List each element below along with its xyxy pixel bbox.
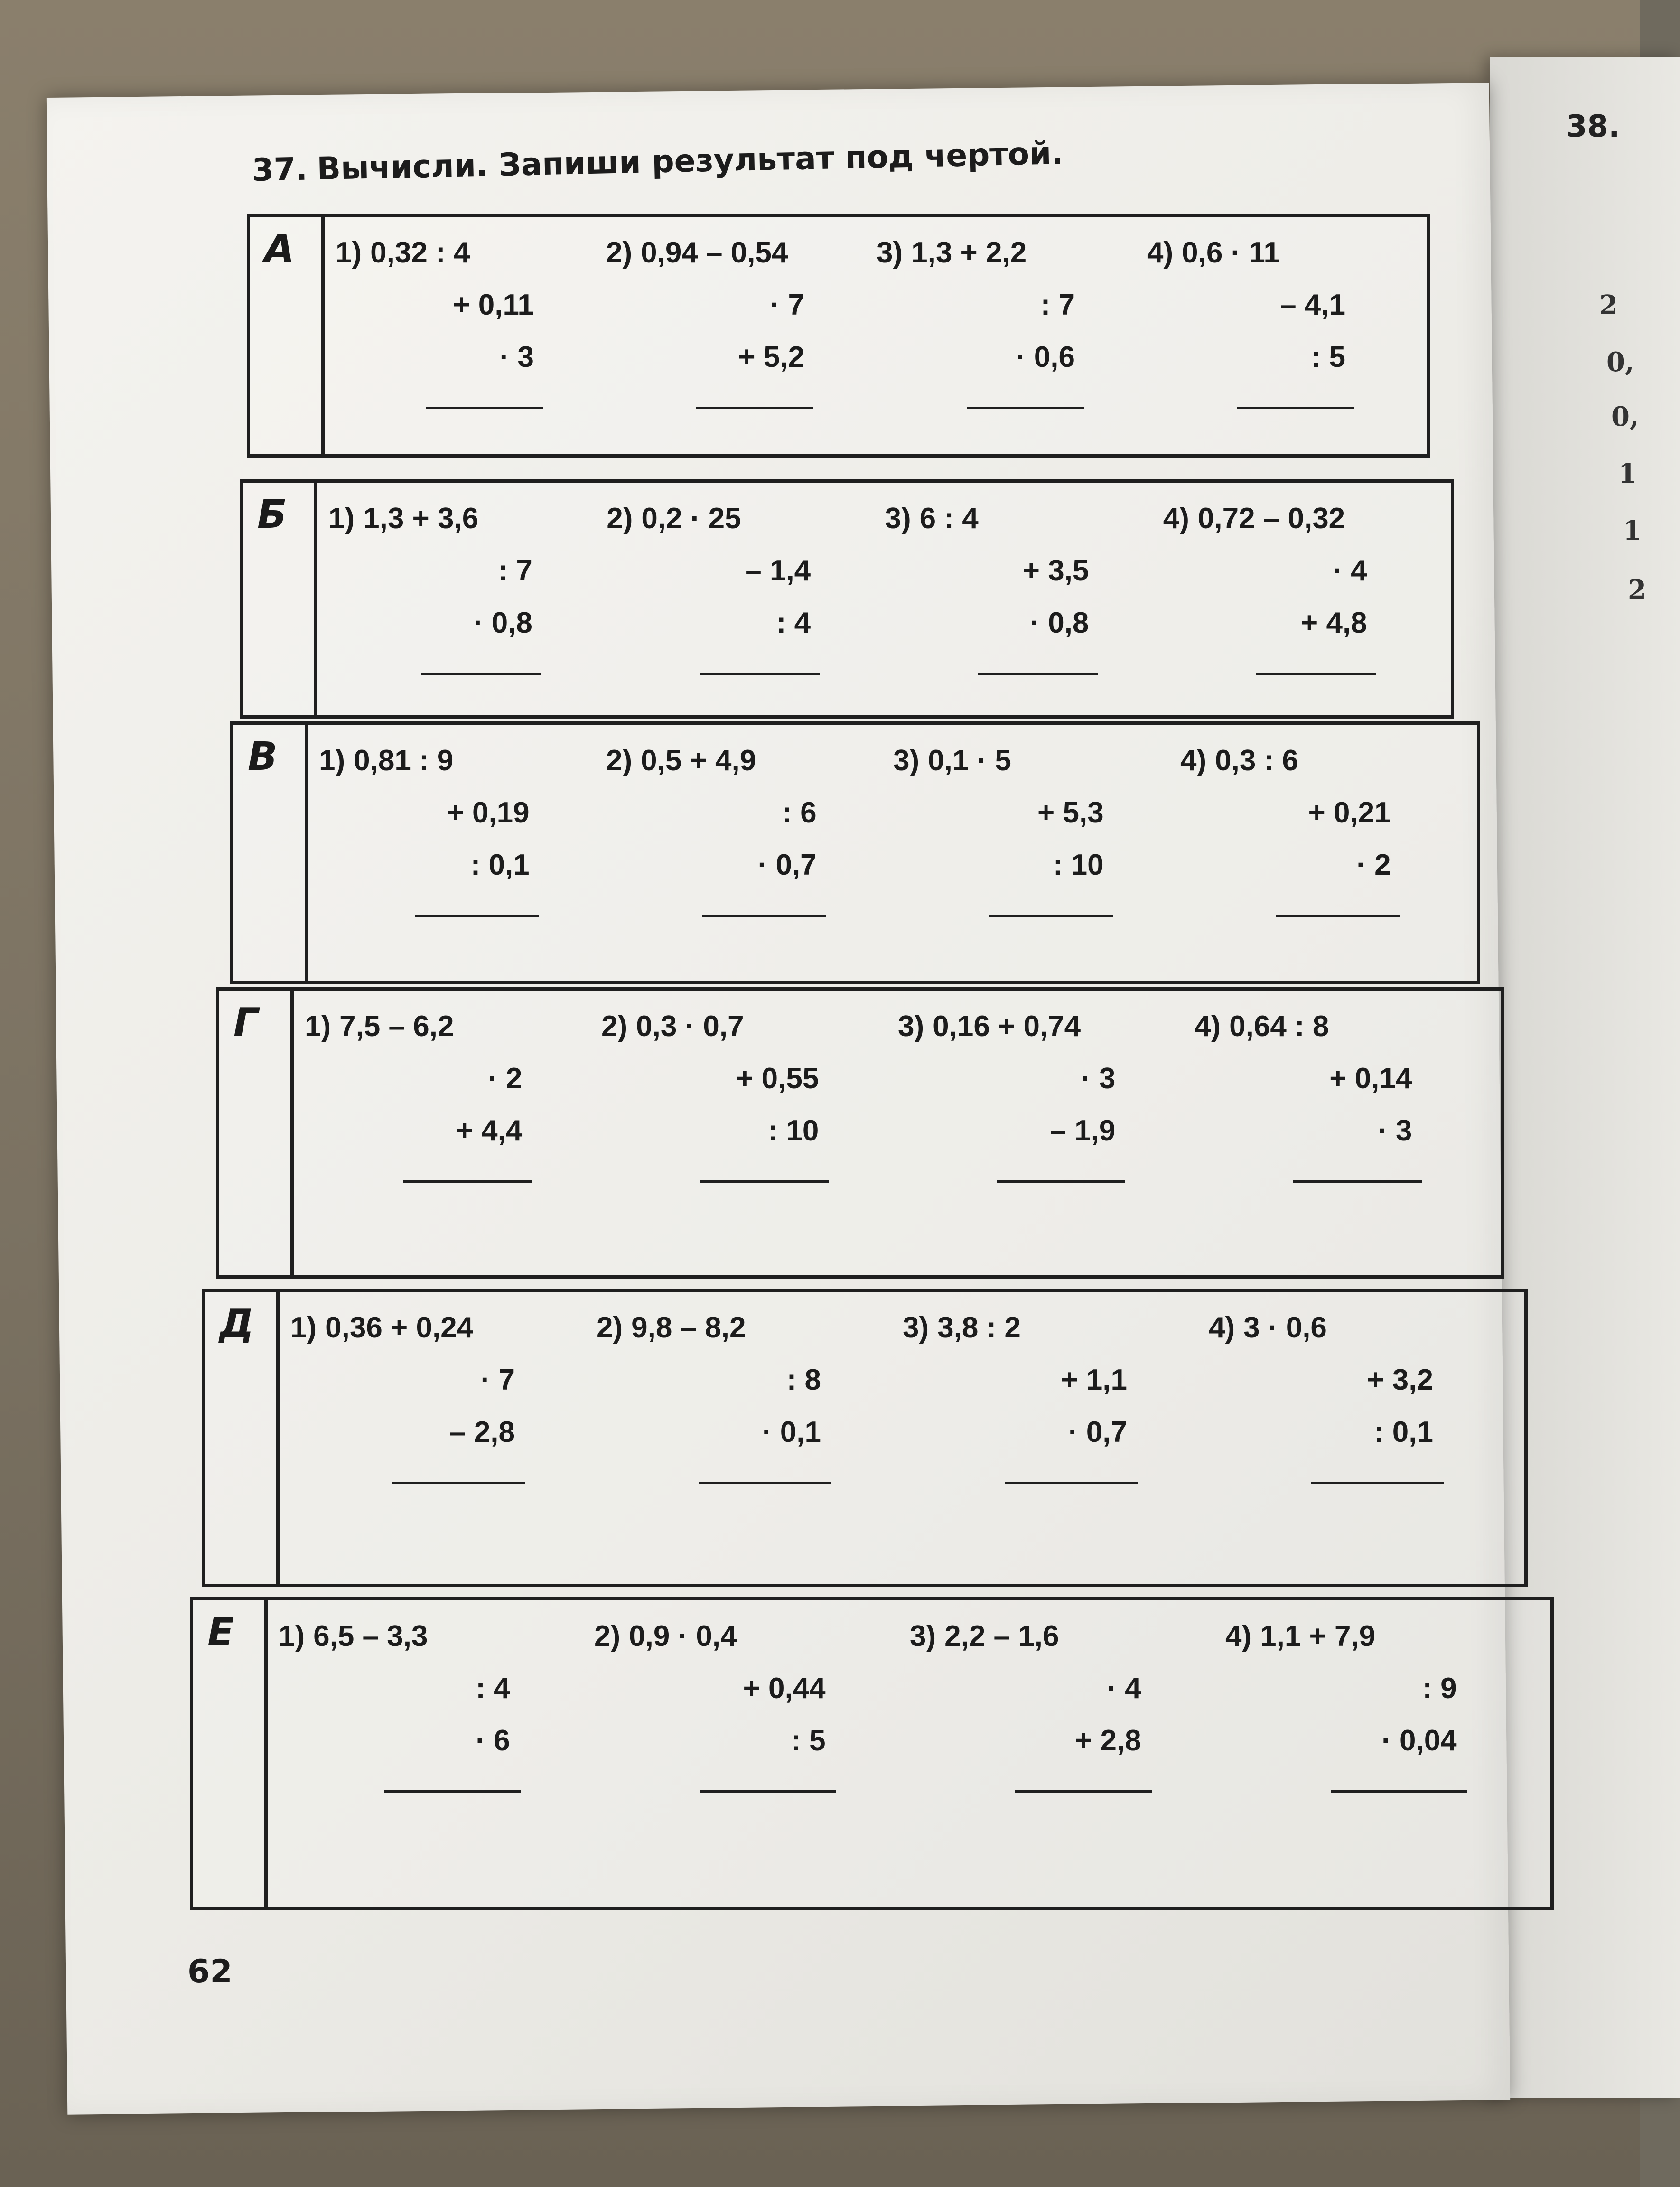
problem xyxy=(601,1009,849,1256)
problem xyxy=(319,744,558,962)
problem-first-expression xyxy=(606,236,831,270)
operation-step: · 0,6 xyxy=(1016,341,1075,374)
expression: 9,8 – 8,2 xyxy=(631,1311,746,1344)
problem-first-expression xyxy=(597,1311,852,1345)
section-box xyxy=(190,1597,1554,1910)
problem xyxy=(328,502,560,696)
task-instruction: Вычисли. Запиши результат под чертой. xyxy=(316,135,1064,187)
answer-line[interactable] xyxy=(700,1790,836,1793)
operation-step: · 7 xyxy=(480,1364,515,1396)
problem-number: 2) xyxy=(607,502,633,535)
problem-number: 3) xyxy=(898,1010,924,1043)
problem-first-expression xyxy=(319,744,558,777)
operation-step: : 10 xyxy=(1053,849,1104,881)
operation-step: : 9 xyxy=(1422,1672,1457,1705)
answer-line[interactable] xyxy=(1256,673,1376,675)
problem-first-expression xyxy=(893,744,1132,777)
operation-step: : 4 xyxy=(776,607,811,639)
operation-step: · 0,8 xyxy=(1030,607,1089,639)
answer-line[interactable] xyxy=(421,673,541,675)
problem-first-expression xyxy=(1195,1009,1442,1043)
problem-number: 3) xyxy=(910,1620,936,1653)
operation-step: · 3 xyxy=(1081,1062,1116,1095)
operation-step: · 2 xyxy=(487,1062,523,1095)
operation-step: – 4,1 xyxy=(1280,289,1345,321)
problem-first-expression xyxy=(1225,1619,1488,1653)
problem-number: 3) xyxy=(903,1311,929,1344)
problem-number: 4) xyxy=(1163,502,1189,535)
problem-first-expression xyxy=(305,1009,552,1043)
operation-step: + 4,4 xyxy=(456,1114,523,1147)
operation-step: – 1,9 xyxy=(1050,1114,1116,1147)
expression: 0,2 · 25 xyxy=(641,502,741,535)
operation-step: · 0,1 xyxy=(762,1416,821,1449)
problem-number: 4) xyxy=(1147,236,1174,269)
expression: 6,5 – 3,3 xyxy=(313,1620,428,1653)
expression: 1,3 + 2,2 xyxy=(911,236,1027,269)
operation-step: : 10 xyxy=(768,1114,819,1147)
next-page-fragment: 0, xyxy=(1611,401,1639,432)
problem-first-expression xyxy=(898,1009,1145,1043)
section-letter: В xyxy=(248,734,278,779)
operation-step: · 4 xyxy=(1107,1672,1141,1705)
section-box xyxy=(247,214,1430,458)
next-page-fragment: 2 xyxy=(1628,574,1646,606)
section-box xyxy=(230,721,1480,984)
operation-step: : 6 xyxy=(782,796,817,829)
problem xyxy=(877,236,1102,435)
section-letter-cell xyxy=(243,483,317,715)
section-box xyxy=(216,987,1504,1279)
section-box xyxy=(202,1289,1528,1587)
section-letter-cell xyxy=(233,725,308,981)
next-task-number: 38. xyxy=(1566,109,1620,144)
task-number: 37. xyxy=(252,150,308,188)
section-letter-cell xyxy=(250,217,325,454)
problem xyxy=(290,1311,546,1565)
operation-step: + 0,11 xyxy=(453,289,534,321)
problem-number: 1) xyxy=(290,1311,317,1344)
answer-line[interactable] xyxy=(1237,407,1354,409)
expression: 2,2 – 1,6 xyxy=(944,1620,1059,1653)
problem xyxy=(1147,236,1372,435)
operation-step: – 2,8 xyxy=(449,1416,515,1449)
answer-line[interactable] xyxy=(702,915,826,917)
operation-step: · 3 xyxy=(1377,1114,1412,1147)
operation-step: · 0,7 xyxy=(757,849,817,881)
problem-first-expression xyxy=(336,236,561,270)
operation-step: : 0,1 xyxy=(470,849,530,881)
problem-number: 2) xyxy=(606,744,633,777)
next-page-fragment: 0, xyxy=(1606,346,1634,378)
problem-number: 2) xyxy=(606,236,633,269)
problem-number: 1) xyxy=(305,1010,331,1043)
answer-line[interactable] xyxy=(426,407,543,409)
answer-line[interactable] xyxy=(1276,915,1400,917)
operation-step: · 4 xyxy=(1333,554,1367,587)
problem-number: 3) xyxy=(893,744,920,777)
problem-first-expression xyxy=(290,1311,546,1345)
operation-step: + 5,2 xyxy=(738,341,804,374)
expression: 0,81 : 9 xyxy=(354,744,454,777)
operation-step: + 0,44 xyxy=(743,1672,826,1705)
answer-line[interactable] xyxy=(1005,1482,1138,1484)
problem xyxy=(1163,502,1395,696)
expression: 0,5 + 4,9 xyxy=(641,744,756,777)
answer-line[interactable] xyxy=(415,915,539,917)
operation-step: · 0,8 xyxy=(473,607,532,639)
operation-step: · 7 xyxy=(770,289,804,321)
problem-first-expression xyxy=(1163,502,1395,535)
answer-line[interactable] xyxy=(700,673,820,675)
section-letter: Е xyxy=(207,1610,234,1655)
expression: 0,72 – 0,32 xyxy=(1197,502,1345,535)
answer-line[interactable] xyxy=(1311,1482,1444,1484)
expression: 0,36 + 0,24 xyxy=(325,1311,474,1344)
section-letter: Г xyxy=(233,1000,259,1045)
expression: 1,3 + 3,6 xyxy=(363,502,479,535)
operation-step: : 5 xyxy=(791,1724,826,1757)
problem-number: 3) xyxy=(885,502,911,535)
operation-step: – 1,4 xyxy=(745,554,811,587)
next-page-fragment: 1 xyxy=(1623,515,1642,546)
operation-step: + 0,14 xyxy=(1329,1062,1412,1095)
expression: 3,8 : 2 xyxy=(937,1311,1021,1344)
problem-number: 1) xyxy=(336,236,362,269)
answer-line[interactable] xyxy=(700,1180,829,1183)
expression: 0,94 – 0,54 xyxy=(641,236,788,269)
operation-step: : 4 xyxy=(476,1672,510,1705)
problem xyxy=(606,744,845,962)
problem-first-expression xyxy=(910,1619,1173,1653)
problem-number: 4) xyxy=(1209,1311,1235,1344)
answer-line[interactable] xyxy=(989,915,1113,917)
answer-line[interactable] xyxy=(997,1180,1125,1183)
problem xyxy=(1180,744,1419,962)
section-letter: Д xyxy=(219,1301,254,1346)
next-page-fragment: 2 xyxy=(1599,290,1618,321)
operation-step: · 0,04 xyxy=(1381,1724,1457,1757)
operation-step: + 0,19 xyxy=(447,796,530,829)
problem-number: 1) xyxy=(279,1620,305,1653)
problem-first-expression xyxy=(1209,1311,1464,1345)
operation-step: : 5 xyxy=(1311,341,1345,374)
problem-first-expression xyxy=(877,236,1102,270)
expression: 0,6 · 11 xyxy=(1182,236,1280,269)
answer-line[interactable] xyxy=(699,1482,831,1484)
expression: 0,3 · 0,7 xyxy=(636,1010,744,1043)
operation-step: : 7 xyxy=(1040,289,1075,321)
problem xyxy=(336,236,561,435)
problem xyxy=(597,1311,852,1565)
section-letter: А xyxy=(264,226,295,271)
problem-number: 1) xyxy=(319,744,345,777)
section-letter-cell xyxy=(219,991,294,1275)
operation-step: : 7 xyxy=(498,554,532,587)
problem xyxy=(885,502,1117,696)
operation-step: · 6 xyxy=(476,1724,510,1757)
operation-step: + 2,8 xyxy=(1075,1724,1141,1757)
problem xyxy=(1209,1311,1464,1565)
answer-line[interactable] xyxy=(384,1790,521,1793)
problem-first-expression xyxy=(1180,744,1419,777)
problem-first-expression xyxy=(885,502,1117,535)
operation-step: + 0,21 xyxy=(1308,796,1391,829)
operation-step: : 8 xyxy=(786,1364,821,1396)
operation-step: : 0,1 xyxy=(1374,1416,1433,1449)
section-box xyxy=(240,479,1454,719)
problem xyxy=(898,1009,1145,1256)
operation-step: + 1,1 xyxy=(1061,1364,1127,1396)
problem xyxy=(1225,1619,1488,1888)
answer-line[interactable] xyxy=(978,673,1098,675)
expression: 7,5 – 6,2 xyxy=(339,1010,454,1043)
answer-line[interactable] xyxy=(403,1180,532,1183)
operation-step: · 0,7 xyxy=(1068,1416,1127,1449)
answer-line[interactable] xyxy=(1331,1790,1467,1793)
problem-number: 2) xyxy=(601,1010,628,1043)
problem xyxy=(594,1619,857,1888)
expression: 1,1 + 7,9 xyxy=(1260,1620,1376,1653)
problem-number: 3) xyxy=(877,236,903,269)
problem-number: 1) xyxy=(328,502,355,535)
answer-line[interactable] xyxy=(696,407,813,409)
problem xyxy=(606,236,831,435)
problem-first-expression xyxy=(279,1619,541,1653)
problem-first-expression xyxy=(607,502,839,535)
problem xyxy=(279,1619,541,1888)
problem-first-expression xyxy=(328,502,560,535)
operation-step: + 0,55 xyxy=(736,1062,819,1095)
expression: 3 · 0,6 xyxy=(1243,1311,1327,1344)
section-letter-cell xyxy=(193,1600,268,1907)
answer-line[interactable] xyxy=(1015,1790,1152,1793)
expression: 0,1 · 5 xyxy=(928,744,1011,777)
problem-number: 4) xyxy=(1195,1010,1221,1043)
expression: 0,16 + 0,74 xyxy=(933,1010,1081,1043)
answer-line[interactable] xyxy=(967,407,1084,409)
problem-first-expression xyxy=(594,1619,857,1653)
problem xyxy=(1195,1009,1442,1256)
problem xyxy=(910,1619,1173,1888)
problem-number: 2) xyxy=(597,1311,623,1344)
page-number: 62 xyxy=(187,1953,233,1991)
section-letter-cell xyxy=(205,1292,280,1584)
operation-step: + 3,2 xyxy=(1367,1364,1433,1396)
problem-number: 4) xyxy=(1180,744,1207,777)
problem-number: 2) xyxy=(594,1620,621,1653)
operation-step: + 4,8 xyxy=(1301,607,1367,639)
operation-step: + 3,5 xyxy=(1022,554,1089,587)
operation-step: + 5,3 xyxy=(1037,796,1104,829)
answer-line[interactable] xyxy=(1293,1180,1422,1183)
problem-first-expression xyxy=(606,744,845,777)
problem xyxy=(305,1009,552,1256)
expression: 0,9 · 0,4 xyxy=(629,1620,737,1653)
expression: 0,3 : 6 xyxy=(1215,744,1298,777)
operation-step: · 3 xyxy=(499,341,534,374)
operation-step: · 2 xyxy=(1356,849,1391,881)
next-page-fragment: 1 xyxy=(1618,458,1637,489)
problem-first-expression xyxy=(903,1311,1158,1345)
section-letter: Б xyxy=(257,492,287,537)
problem-first-expression xyxy=(601,1009,849,1043)
problem xyxy=(893,744,1132,962)
problem-first-expression xyxy=(1147,236,1372,270)
expression: 0,32 : 4 xyxy=(370,236,470,269)
expression: 6 : 4 xyxy=(919,502,979,535)
expression: 0,64 : 8 xyxy=(1229,1010,1329,1043)
problem xyxy=(903,1311,1158,1565)
problem xyxy=(607,502,839,696)
problem-number: 4) xyxy=(1225,1620,1252,1653)
answer-line[interactable] xyxy=(392,1482,525,1484)
